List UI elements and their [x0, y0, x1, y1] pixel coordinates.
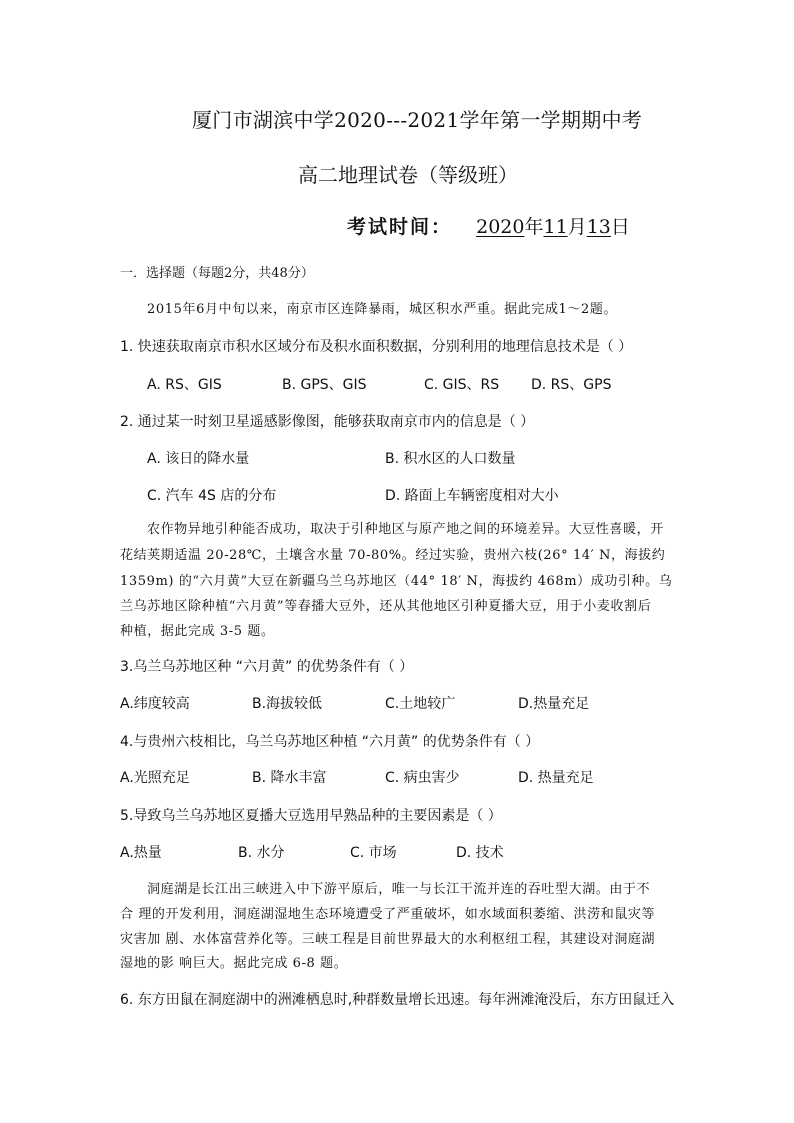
section-heading: 一．选择题（每题2分，共48分）: [120, 266, 314, 281]
question-3-option-d: D.热量充足: [518, 696, 590, 712]
question-1-option-a: A. RS、GIS: [147, 377, 222, 393]
exam-title: 厦门市湖滨中学2020---2021学年第一学期期中考: [192, 108, 643, 132]
exam-year: 2020: [476, 216, 525, 238]
question-4-option-a: A.光照充足: [120, 770, 190, 786]
question-1-stem: 1. 快速获取南京市积水区域分布及积水面积数据，分别利用的地理信息技术是（ ）: [120, 339, 633, 355]
question-4-option-c: C. 病虫害少: [385, 770, 460, 786]
question-3-stem: 3.乌兰乌苏地区种 “六月黄” 的优势条件有（ ）: [120, 659, 414, 675]
question-3-option-b: B.海拔较低: [252, 696, 323, 712]
question-4-stem: 4.与贵州六枝相比，乌兰乌苏地区种植 “六月黄” 的优势条件有（ ）: [120, 734, 540, 750]
question-6-stem: 6. 东方田鼠在洞庭湖中的洲滩栖息时,种群数量增长迅速。每年洲滩淹没后，东方田鼠迁入: [120, 992, 675, 1008]
question-2-option-d: D. 路面上车辆密度相对大小: [385, 488, 559, 504]
question-5-option-c: C. 市场: [350, 845, 397, 861]
question-2-option-c: C. 汽车 4S 店的分布: [147, 488, 277, 504]
question-2-stem: 2. 通过某一时刻卫星遥感影像图，能够获取南京市内的信息是（ ）: [120, 414, 535, 430]
exam-time-label: 考试时间：: [347, 216, 453, 238]
passage-1: 2015年6月中旬以来，南京市区连降暴雨，城区积水严重。据此完成1～2题。: [147, 302, 618, 317]
passage-3-line-4: 湿地的影 响巨大。据此完成 6-8 题。: [120, 956, 348, 971]
question-2-option-a: A. 该日的降水量: [147, 451, 250, 467]
exam-day: 13: [586, 216, 611, 238]
passage-3-line-3: 灾害加 剧、水体富营养化等。三峡工程是目前世界最大的水利枢纽工程，其建设对洞庭湖: [120, 932, 656, 947]
exam-subtitle: 高二地理试卷（等级班）: [298, 163, 518, 187]
passage-2-line-1: 农作物异地引种能否成功，取决于引种地区与原产地之间的环境差异。大豆性喜暖，开: [147, 522, 664, 537]
month-char: 月: [567, 216, 587, 238]
question-1-option-c: C. GIS、RS: [424, 377, 500, 393]
question-5-stem: 5.导致乌兰乌苏地区夏播大豆选用早熟品种的主要因素是（ ）: [120, 808, 502, 824]
passage-2-line-3: 1359m) 的“六月黄”大豆在新疆乌兰乌苏地区（44° 18′ N，海拔约 468m）成功引种。乌: [120, 574, 673, 589]
passage-2-line-2: 花结荚期适温 20-28℃，土壤含水量 70-80%。经过实验，贵州六枝(26° 14′ N，海拔约: [120, 548, 666, 563]
question-3-option-a: A.纬度较高: [120, 696, 190, 712]
passage-3-line-1: 洞庭湖是长江出三峡进入中下游平原后，唯一与长江干流并连的吞吐型大湖。由于不: [147, 882, 651, 897]
passage-2-line-4: 兰乌苏地区除种植“六月黄”等春播大豆外，还从其他地区引种夏播大豆，用于小麦收割后: [120, 599, 652, 614]
passage-2-line-5: 种植，据此完成 3-5 题。: [120, 624, 275, 639]
question-1-option-d: D. RS、GPS: [531, 377, 612, 393]
question-1-option-b: B. GPS、GIS: [282, 377, 367, 393]
question-5-option-b: B. 水分: [238, 845, 285, 861]
day-char: 日: [610, 216, 630, 238]
question-5-option-d: D. 技术: [456, 845, 504, 861]
question-4-option-b: B. 降水丰富: [252, 770, 327, 786]
question-4-option-d: D. 热量充足: [518, 770, 594, 786]
exam-month: 11: [543, 216, 568, 238]
year-char: 年: [524, 216, 544, 238]
exam-time: [347, 218, 630, 237]
question-2-option-b: B. 积水区的人口数量: [385, 451, 516, 467]
passage-3-line-2: 合 理的开发利用，洞庭湖湿地生态环境遭受了严重破坏，如水域面积萎缩、洪涝和鼠灾等: [120, 907, 656, 922]
question-3-option-c: C.土地较广: [385, 696, 456, 712]
question-5-option-a: A.热量: [120, 845, 162, 861]
